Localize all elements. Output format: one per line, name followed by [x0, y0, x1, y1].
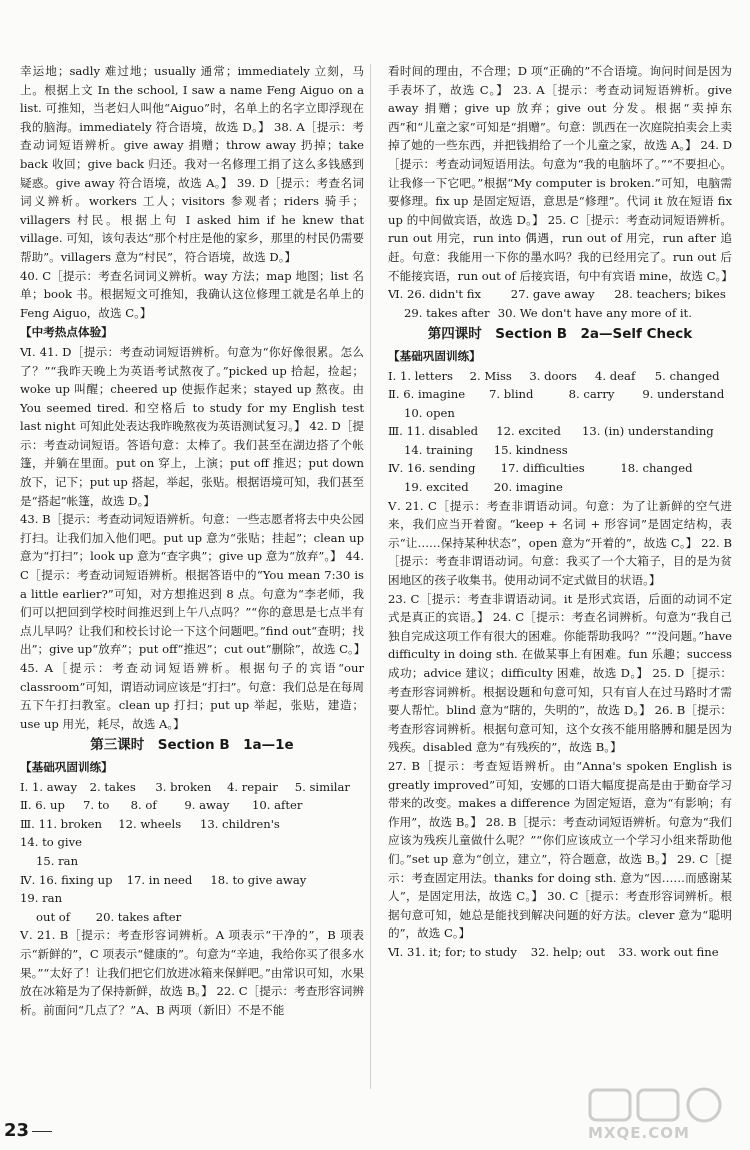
section-heading: 【基础巩固训练】	[388, 348, 481, 363]
lesson-title: 第三课时 Section B 1a—1e	[90, 737, 294, 754]
right-column	[388, 62, 732, 962]
roman-numeral: Ⅰ.	[20, 779, 29, 794]
roman-numeral: Ⅲ.	[20, 816, 35, 831]
answer-item: 26. didn't fix	[407, 287, 481, 302]
answer-item: 9. understand	[642, 387, 725, 402]
roman-numeral: Ⅵ.	[388, 944, 404, 959]
answer-paragraph: 幸运地；sadly 难过地；usually 通常；immediately 立刻，马上。根据上文 In the school, I saw a name Feng Aiguo on a list. 可推知，当老妇人叫他“Aiguo”时，名单上的名字立即浮现在我的脑海。immediately 符合语境，故选 D。】 38. A［提示：考查动词短语辨析。give away 捐赠；throw away 扔掉；take back 收回；give back 归还。我对一名修理工捐了这么多钱感到疑惑。give away 符合语境，故选 A。】 39. D［提示：考查名词词义辨析。workers 工人；visitors 参观者；riders 骑手；villagers 村民。根据上句 I asked him if he knew that village. 可知，该句表达“那个村庄是他的家乡，那里的村民仍需要帮助”。villagers 意为“村民”，符合语境，故选 D。】	[20, 64, 364, 264]
answer-item: out of	[36, 909, 71, 924]
answer-item: 2. Miss	[469, 368, 512, 383]
answer-item: 31. it; for; to study	[407, 944, 517, 959]
answer-row	[388, 404, 732, 423]
roman-numeral: Ⅰ.	[388, 368, 397, 383]
answer-row	[20, 815, 364, 852]
roman-numeral: Ⅲ.	[388, 424, 403, 439]
answer-item: 12. wheels	[118, 816, 182, 831]
answer-row	[388, 422, 732, 441]
answer-item: 19. ran	[20, 891, 63, 906]
roman-numeral: Ⅱ.	[20, 798, 32, 813]
section-heading: 【基础巩固训练】	[20, 759, 113, 774]
answer-paragraph: Ⅴ. 21. C［提示：考查非谓语动词。句意：为了让新鲜的空气进来，我们应当开着窗。“keep + 名词 + 形容词”是固定结构，表示“让……保持某种状态”，open 意为“开着的”，故选 C。】 22. B［提示：考查非谓语动词。句意：我买了一个大箱子，目的是为贫困地区的孩子收集书。使用动词不定式做目的状语。】	[388, 498, 732, 588]
answer-item: 20. imagine	[493, 480, 563, 495]
answer-row	[388, 441, 732, 460]
answer-item: 3. doors	[529, 368, 577, 383]
answer-paragraph: 45. A［提示：考查动词短语辨析。根据句子的宾语“our classroom”可知，谓语动词应该是“打扫”。句意：我们总是在每周五下午打扫教室。clean up 打扫；put up 举起，张贴，建造；use up 用光，耗尽，故选 A。】	[20, 661, 364, 731]
answer-item: 4. deaf	[595, 368, 636, 383]
answer-row	[388, 943, 732, 962]
answer-row	[388, 285, 732, 304]
answer-paragraph: 40. C［提示：考查名词词义辨析。way 方法；map 地图；list 名单；book 书。根据短文可推知，我确认这位修理工就是名单上的 Feng Aiguo，故选 C。】	[20, 268, 364, 320]
answer-item: 11. broken	[38, 816, 102, 831]
answer-item: 28. teachers; bikes	[614, 287, 726, 302]
answer-item: 2. takes	[89, 779, 136, 794]
answer-item: 16. fixing up	[38, 872, 113, 887]
roman-numeral: Ⅳ.	[20, 872, 36, 887]
left-column	[20, 62, 364, 1019]
page-number: 23	[4, 1120, 30, 1141]
answer-item: 4. repair	[227, 779, 278, 794]
answer-rows	[20, 778, 364, 927]
answer-row	[20, 796, 364, 815]
answer-item: 16. sending	[406, 461, 476, 476]
answer-row	[20, 908, 364, 927]
answer-paragraph: 看时间的理由，不合理；D 项“正确的”不合语境。询问时间是因为手表坏了，故选 C。】 23. A［提示：考查动词短语辨析。give away 捐赠；give up 放弃；give out 分发。根据“卖掉东西”和“儿童之家”可知是“捐赠”。句意：凯西在一次庭院拍卖会上卖掉了她的一些东西，并把钱捐给了一个儿童之家，故选 A。】 24. D［提示：考查动词短语用法。句意为“我的电脑坏了。”“不要担心。让我修一下它吧。”根据“My computer is broken.”可知，电脑需要修理。fix up 是固定短语，意思是“修理”。代词 it 放在短语 fix up 的中间做宾语，故选 D。】 25. C［提示：考查动词短语辨析。run out 用完，run into 偶遇，run out of 用完，run after 追赶。句意：我能用一下你的墨水吗？我的已经用完了。run out 后不能接宾语，run out of 后接宾语，句中有宾语 mine，故选 C。】	[388, 64, 733, 283]
answer-paragraph: 43. B［提示：考查动词短语辨析。句意：一些志愿者将去中央公园打扫。让我们加入他们吧。put up 意为“张贴；挂起”；clean up 意为“打扫”；look up 意为“查字典”；give up 意为“放弃”。】 44. C［提示：考查动词短语辨析。根据答语中的“You mean 7:30 is a little earlier?”可知，对方想推迟到 8 点。句意为“李老师，我们可以把回到学校时间推迟到上午八点吗？”“你的意思是七点半有点儿早吗？让我们和校长讨论一下这个问题吧。”find out“查明；找出”；give up“放弃”；put off“推迟”；cut out“删除”，故选 C。】	[20, 512, 366, 657]
answer-row	[388, 385, 732, 404]
answer-item: 6. up	[35, 798, 65, 813]
watermark-text: MXQE.COM	[588, 1124, 690, 1142]
answer-item: 18. to give away	[210, 872, 307, 887]
answer-rows	[388, 285, 732, 322]
answer-item: 12. excited	[496, 424, 561, 439]
roman-numeral: Ⅱ.	[388, 387, 400, 402]
answer-item: 29. takes after	[404, 305, 490, 320]
answer-item: 9. away	[184, 798, 230, 813]
answer-row	[20, 778, 364, 797]
answer-item: 14. training	[404, 442, 474, 457]
answer-item: 27. gave away	[510, 287, 595, 302]
roman-numeral: Ⅳ.	[388, 461, 404, 476]
answer-paragraph: Ⅴ. 21. B［提示：考查形容词辨析。A 项表示“干净的”，B 项表示“新鲜的”，C 项表示“健康的”。句意为“辛迪，我给你买了很多水果。”“太好了！让我们把它们放进冰箱来保鲜吧。”由常识可知，水果放在冰箱是为了保持新鲜，故选 B。】 22. C［提示：考查形容词辨析。前面问“几点了？”A、B 两项（新旧）不是不能	[20, 928, 364, 1017]
answer-row	[388, 478, 732, 497]
answer-row	[388, 304, 732, 323]
lesson-title: 第四课时 Section B 2a—Self Check	[427, 326, 693, 343]
answer-row	[388, 367, 732, 386]
answer-paragraph: 23. C［提示：考查非谓语动词。it 是形式宾语，后面的动词不定式是真正的宾语。】 24. C［提示：考查名词辨析。句意为“我自己独自完成这项工作有很大的困难。你能帮助我吗？”“没问题。”have difficulty in doing sth. 在做某事上有困难。fun 乐趣；success 成功；advice 建议；difficulty 困难，故选 D。】 25. D［提示：考查形容词辨析。根据设题和句意可知，只有盲人在过马路时才需要人帮忙。blind 意为“瞎的，失明的”，故选 D。】 26. B［提示：考查形容词辨析。根据句意可知，这个女孩不能用胳膊和腿是因为残疾。disabled 意为“有残疾的”，故选 B。】	[388, 591, 732, 755]
answer-item: 19. excited	[404, 480, 469, 495]
answer-paragraph: 27. B［提示：考查短语辨析。由“Anna's spoken English is greatly improved”可知，安娜的口语大幅度提高是由于勤奋学习带来的改变。makes a difference 为固定短语，意为“有影响；有作用”，故选 B。】 28. B［提示：考查动词短语辨析。句意为“我们应该为残疾儿童做什么呢？”“你们应该成立一个学习小组来帮助他们。”set up 意为“创立，建立”，符合题意，故选 B。】 29. C［提示：考查固定用法。thanks for doing sth. 意为“因……而感谢某人”，是固定用法，故选 C。】 30. C［提示：考查形容词辨析。根据句意可知，她总是能找到解决问题的好方法。clever 意为“聪明的”，故选 C。】	[388, 758, 732, 941]
answer-row	[20, 852, 364, 871]
answer-item: 20. takes after	[95, 909, 182, 924]
answer-item: 13. (in) understanding	[581, 424, 714, 439]
answer-item: 1. away	[31, 779, 77, 794]
watermark-seal-icon	[582, 1086, 732, 1126]
answer-rows	[388, 367, 732, 497]
answer-item: 5. similar	[294, 779, 350, 794]
answer-item: 14. to give	[20, 835, 82, 850]
answer-item: 8. carry	[568, 387, 615, 402]
answer-row	[20, 871, 364, 908]
roman-numeral: Ⅵ.	[388, 287, 404, 302]
answer-paragraph: Ⅵ. 41. D［提示：考查动词短语辨析。句意为“你好像很累。怎么了？”“我昨天晚上为英语考试熬夜了。”picked up 拾起，捡起；woke up 叫醒；cheered up 使振作起来；stayed up 熬夜。由 You seemed tired. 和空格后 to study for my English test last night 可知此处表达我昨晚熬夜为英语测试复习。】 42. D［提示：考查动词短语。答语句意：太棒了。我们甚至在湖边搭了个帐篷，并躺在里面。put on 穿上，上演；put off 推迟；put down 放下，记下；put up 搭起，举起，张贴。根据语境可知，我们甚至是“搭起”帐篷，故选 D。】	[20, 344, 364, 508]
answer-item: 11. disabled	[406, 424, 479, 439]
answer-item: 13. children's	[199, 816, 280, 831]
answer-item: 7. blind	[488, 387, 534, 402]
answer-item: 18. changed	[620, 461, 693, 476]
answer-item: 8. of	[130, 798, 157, 813]
answer-item: 10. open	[404, 405, 455, 420]
answer-item: 3. broken	[155, 779, 212, 794]
answer-item: 1. letters	[399, 368, 453, 383]
answer-item: 30. We don't have any more of it.	[497, 305, 692, 320]
answer-item: 17. difficulties	[500, 461, 585, 476]
answer-item: 7. to	[82, 798, 110, 813]
answer-item: 6. imagine	[403, 387, 466, 402]
column-divider	[370, 64, 371, 1089]
answer-item: 33. work out fine	[618, 944, 719, 959]
watermark-logo	[582, 1086, 732, 1142]
section-heading: 【中考热点体验】	[20, 325, 113, 340]
page-number-rule	[32, 1131, 52, 1132]
answer-item: 10. after	[252, 798, 303, 813]
answer-row	[388, 459, 732, 478]
answer-item: 15. kindness	[493, 442, 568, 457]
answer-item: 5. changed	[654, 368, 720, 383]
answer-item: 17. in need	[126, 872, 193, 887]
answer-item: 32. help; out	[530, 944, 606, 959]
answer-item: 15. ran	[36, 853, 79, 868]
